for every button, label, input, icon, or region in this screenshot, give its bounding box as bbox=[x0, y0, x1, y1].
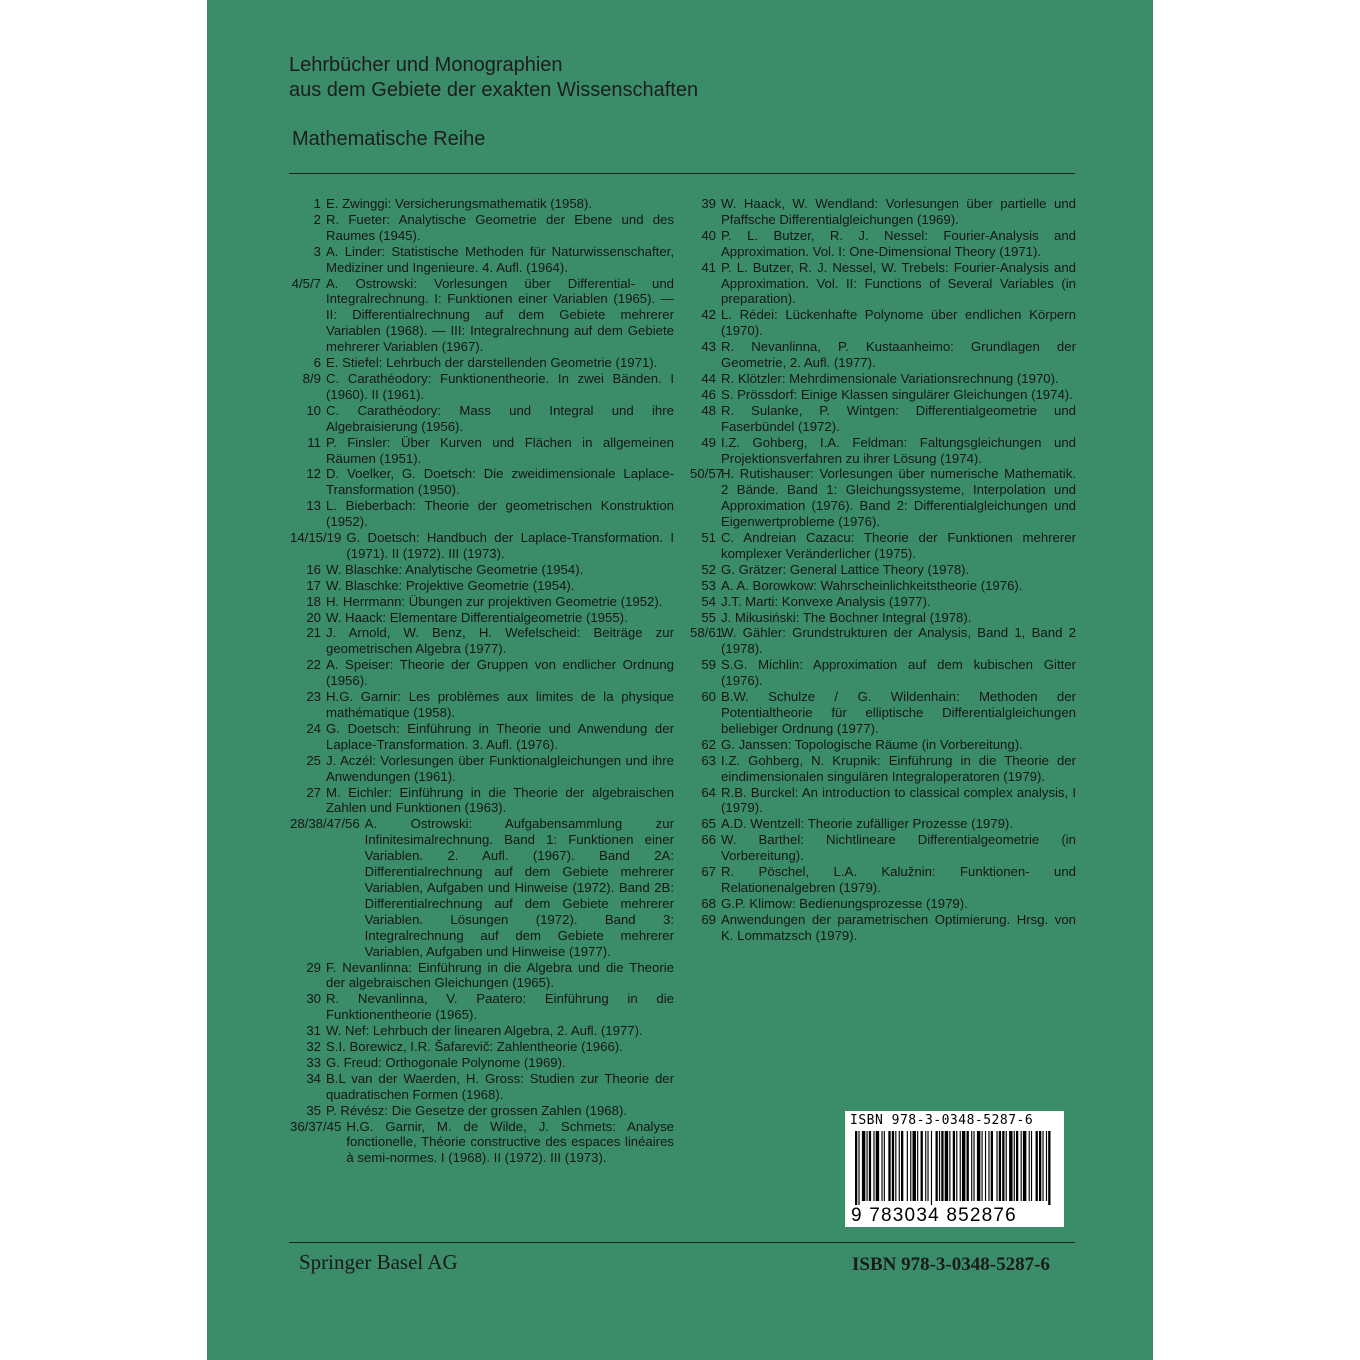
list-item-text: I.Z. Gohberg, N. Krupnik: Einführung in die Theorie der eindimensionalen singulären Integraloperatoren (1979). bbox=[721, 752, 1076, 784]
list-item-text: H.G. Garnir: Les problèmes aux limites de la physique mathématique (1958). bbox=[326, 689, 674, 720]
list-item bbox=[290, 371, 674, 403]
list-item-text: G. Doetsch: Einführung in Theorie und Anwendung der Laplace-Transformation. 3. Aufl. (1976). bbox=[326, 720, 674, 752]
list-item-number: 69 bbox=[701, 911, 716, 927]
list-item bbox=[290, 991, 674, 1023]
list-item bbox=[290, 657, 674, 689]
list-item-text: A. Speiser: Theorie der Gruppen von endlicher Ordnung (1956). bbox=[326, 657, 674, 689]
list-item-number: 11 bbox=[307, 434, 321, 450]
list-item-number: 67 bbox=[701, 864, 716, 880]
list-item-number: 20 bbox=[306, 609, 321, 625]
list-item bbox=[290, 1103, 674, 1119]
list-item-number: 36/37/45 bbox=[290, 1118, 342, 1134]
list-item-number: 48 bbox=[701, 402, 716, 418]
list-item-text: F. Nevanlinna: Einführung in die Algebra und die Theorie der algebraischen Gleichungen (1965). bbox=[326, 959, 674, 991]
list-item bbox=[290, 625, 674, 657]
list-item-text: J. Aczél: Vorlesungen über Funktionalgleichungen und ihre Anwendungen (1961). bbox=[326, 752, 674, 784]
list-item-number: 13 bbox=[306, 498, 321, 514]
list-item-number: 41 bbox=[701, 259, 716, 275]
list-item bbox=[290, 610, 674, 626]
list-item bbox=[290, 530, 674, 562]
list-item-text: A. A. Borowkow: Wahrscheinlichkeitstheorie (1976). bbox=[721, 577, 1023, 593]
list-item-number: 50/57 bbox=[690, 466, 724, 482]
list-item-number: 39 bbox=[701, 196, 716, 211]
list-item bbox=[690, 785, 1076, 817]
list-item-text: A. Linder: Statistische Methoden für Naturwissenschafter, Mediziner und Ingenieure. 4. Aufl. (1964). bbox=[326, 243, 674, 275]
list-item-number: 40 bbox=[701, 227, 716, 243]
list-item bbox=[290, 196, 674, 212]
list-item-number: 8/9 bbox=[302, 370, 321, 386]
list-item-number: 68 bbox=[701, 895, 716, 911]
list-item-number: 12 bbox=[306, 466, 321, 482]
list-item-text: P. L. Butzer, R. J. Nessel: Fourier-Analysis and Approximation. Vol. I: One-Dimensional Theory (1971). bbox=[721, 227, 1076, 259]
list-item bbox=[290, 785, 674, 817]
list-item-text: W. Nef: Lehrbuch der linearen Algebra, 2. Aufl. (1977). bbox=[326, 1023, 643, 1039]
list-item bbox=[690, 689, 1076, 737]
list-item bbox=[690, 530, 1076, 562]
list-item-number: 51 bbox=[701, 530, 716, 546]
barcode-bars bbox=[855, 1131, 1055, 1205]
list-item bbox=[290, 1055, 674, 1071]
list-item bbox=[690, 594, 1076, 610]
list-item-number: 28/38/47/56 bbox=[290, 816, 360, 832]
list-item-number: 21 bbox=[306, 625, 321, 641]
barcode-box bbox=[845, 1111, 1064, 1227]
list-item bbox=[290, 689, 674, 721]
list-item bbox=[690, 737, 1076, 753]
list-item-text: G. Freud: Orthogonale Polynome (1969). bbox=[326, 1054, 566, 1070]
list-item bbox=[290, 403, 674, 435]
list-item bbox=[290, 562, 674, 578]
list-item bbox=[690, 339, 1076, 371]
list-item bbox=[690, 578, 1076, 594]
bottom-rule bbox=[289, 1242, 1075, 1243]
list-item-text: C. Carathéodory: Mass und Integral und ihre Algebraisierung (1956). bbox=[326, 402, 674, 434]
list-item-number: 44 bbox=[701, 370, 716, 386]
list-item-text: L. Rédei: Lückenhafte Polynome über endlichen Körpern (1970). bbox=[721, 307, 1076, 339]
list-item-text: B.W. Schulze / G. Wildenhain: Methoden der Potentialtheorie für elliptische Differentialgleichungen beliebiger Ordnung (1977). bbox=[721, 689, 1076, 736]
list-item bbox=[690, 403, 1076, 435]
list-item bbox=[690, 610, 1076, 626]
list-item-number: 32 bbox=[306, 1039, 321, 1055]
list-item bbox=[290, 721, 674, 753]
list-item bbox=[290, 435, 674, 467]
list-item-number: 65 bbox=[701, 816, 716, 832]
list-item-number: 10 bbox=[306, 402, 321, 418]
list-item-number: 14/15/19 bbox=[290, 530, 342, 546]
list-item bbox=[290, 244, 674, 276]
right-column-list bbox=[690, 196, 1076, 944]
list-item-text: W. Haack: Elementare Differentialgeometrie (1955). bbox=[326, 609, 628, 625]
list-item-text: P. Finsler: Über Kurven und Flächen in allgemeinen Räumen (1951). bbox=[326, 434, 674, 466]
list-item bbox=[690, 896, 1076, 912]
list-item-number: 27 bbox=[306, 784, 321, 800]
list-item-text: W. Blaschke: Analytische Geometrie (1954). bbox=[326, 561, 584, 577]
list-item-text: H. Herrmann: Übungen zur projektiven Geometrie (1952). bbox=[326, 593, 663, 609]
list-item-text: J. Arnold, W. Benz, H. Wefelscheid: Beiträge zur geometrischen Algebra (1977). bbox=[326, 625, 674, 657]
list-item-text: R. Nevanlinna, V. Paatero: Einführung in die Funktionentheorie (1965). bbox=[326, 991, 674, 1023]
list-item-number: 52 bbox=[701, 561, 716, 577]
list-item bbox=[290, 960, 674, 992]
list-item-number: 54 bbox=[701, 593, 716, 609]
list-item-number: 22 bbox=[306, 657, 321, 673]
list-item bbox=[690, 625, 1076, 657]
list-item bbox=[690, 816, 1076, 832]
list-item bbox=[290, 753, 674, 785]
barcode-digits: 9 783034 852876 bbox=[851, 1205, 1017, 1226]
publisher-name: Springer Basel AG bbox=[299, 1250, 458, 1274]
list-item-text: G.P. Klimow: Bedienungsprozesse (1979). bbox=[721, 895, 968, 911]
list-item-text: Anwendungen der parametrischen Optimierung. Hrsg. von K. Lommatzsch (1979). bbox=[721, 911, 1076, 943]
list-item-text: E. Zwinggi: Versicherungsmathematik (1958). bbox=[326, 196, 593, 211]
list-item bbox=[290, 276, 674, 356]
list-item-text: G. Doetsch: Handbuch der Laplace-Transformation. I (1971). II (1972). III (1973). bbox=[346, 530, 674, 561]
list-item bbox=[690, 912, 1076, 944]
list-item-number: 3 bbox=[313, 243, 321, 259]
list-item-number: 63 bbox=[701, 752, 716, 768]
list-item-text: E. Stiefel: Lehrbuch der darstellenden Geometrie (1971). bbox=[326, 355, 658, 371]
list-item bbox=[690, 387, 1076, 403]
series-title-line-1: Lehrbücher und Monographien bbox=[289, 54, 563, 76]
list-item-text: S.G. Michlin: Approximation auf dem kubischen Gitter (1976). bbox=[721, 657, 1076, 689]
list-item-number: 60 bbox=[701, 689, 716, 705]
list-item bbox=[690, 562, 1076, 578]
list-item-text: R. Sulanke, P. Wintgen: Differentialgeometrie und Faserbündel (1972). bbox=[721, 402, 1076, 434]
list-item bbox=[690, 371, 1076, 387]
list-item bbox=[290, 594, 674, 610]
list-item-number: 33 bbox=[306, 1054, 321, 1070]
list-item bbox=[690, 864, 1076, 896]
list-item-text: M. Eichler: Einführung in die Theorie der algebraischen Zahlen und Funktionen (1963). bbox=[326, 784, 674, 816]
list-item-number: 34 bbox=[306, 1070, 321, 1086]
list-item bbox=[690, 466, 1076, 530]
list-item-number: 4/5/7 bbox=[291, 275, 321, 291]
list-item bbox=[290, 578, 674, 594]
subseries-title: Mathematische Reihe bbox=[292, 128, 486, 150]
list-item bbox=[690, 753, 1076, 785]
list-item-text: R.B. Burckel: An introduction to classical complex analysis, I (1979). bbox=[721, 784, 1076, 816]
list-item-number: 46 bbox=[701, 386, 716, 402]
series-title bbox=[289, 53, 698, 103]
list-item-text: W. Gähler: Grundstrukturen der Analysis, Band 1, Band 2 (1978). bbox=[721, 625, 1076, 657]
list-item-number: 62 bbox=[701, 736, 716, 752]
list-item-number: 30 bbox=[306, 991, 321, 1007]
top-rule bbox=[289, 173, 1075, 174]
list-item-number: 59 bbox=[701, 657, 716, 673]
list-item-number: 31 bbox=[306, 1023, 321, 1039]
list-item-text: R. Fueter: Analytische Geometrie der Ebene und des Raumes (1945). bbox=[326, 211, 674, 243]
series-title-line-2: aus dem Gebiete der exakten Wissenschaften bbox=[289, 79, 699, 101]
list-item-number: 1 bbox=[313, 196, 321, 211]
list-item bbox=[690, 307, 1076, 339]
list-item-text: W. Blaschke: Projektive Geometrie (1954). bbox=[326, 577, 575, 593]
list-item-number: 18 bbox=[306, 593, 321, 609]
list-item-number: 66 bbox=[701, 832, 716, 848]
list-item bbox=[690, 657, 1076, 689]
list-item bbox=[690, 435, 1076, 467]
list-item bbox=[290, 212, 674, 244]
list-item bbox=[290, 1039, 674, 1055]
list-item-number: 17 bbox=[306, 577, 321, 593]
list-item-text: C. Carathéodory: Funktionentheorie. In zwei Bänden. I (1960). II (1961). bbox=[326, 370, 674, 402]
list-item-text: D. Voelker, G. Doetsch: Die zweidimensionale Laplace-Transformation (1950). bbox=[326, 466, 674, 498]
list-item bbox=[690, 228, 1076, 260]
list-item-text: J.T. Marti: Konvexe Analysis (1977). bbox=[721, 593, 931, 609]
list-item bbox=[290, 1071, 674, 1103]
list-item-text: A. Ostrowski: Aufgabensammlung zur Infinitesimalrechnung. Band 1: Funktionen einer Variablen. 2. Aufl. (1967). Band 2A: Differentialrechnung auf dem Gebiete mehrerer Variablen, Aufgaben und Hinweise (1972). Band 2B: Differentialrechnung auf dem Gebiete mehrerer Variablen. Lösungen (1972). Band 3: Integralrechnung auf dem Gebiete mehrerer Variablen, Aufgaben und Hinweise (1977). bbox=[364, 816, 674, 959]
list-item-text: I.Z. Gohberg, I.A. Feldman: Faltungsgleichungen und Projektionsverfahren zu ihrer Lösung (1974). bbox=[721, 434, 1076, 466]
list-item bbox=[290, 355, 674, 371]
list-item-number: 6 bbox=[313, 355, 321, 371]
barcode-isbn-label: ISBN 978-3-0348-5287-6 bbox=[850, 1113, 1034, 1128]
list-item bbox=[690, 260, 1076, 308]
list-item-text: P. Révész: Die Gesetze der grossen Zahlen (1968). bbox=[326, 1102, 628, 1118]
list-item bbox=[290, 466, 674, 498]
list-item-number: 35 bbox=[306, 1102, 321, 1118]
list-item-text: R. Pöschel, L.A. Kalužnin: Funktionen- und Relationenalgebren (1979). bbox=[721, 864, 1076, 895]
list-item-text: R. Nevanlinna, P. Kustaanheimo: Grundlagen der Geometrie, 2. Aufl. (1977). bbox=[721, 339, 1076, 371]
footer-isbn: ISBN 978-3-0348-5287-6 bbox=[852, 1254, 1050, 1275]
list-item-number: 64 bbox=[701, 784, 716, 800]
list-item-text: R. Klötzler: Mehrdimensionale Variationsrechnung (1970). bbox=[721, 370, 1059, 386]
list-item-text: C. Andreian Cazacu: Theorie der Funktionen mehrerer komplexer Veränderlicher (1975). bbox=[721, 530, 1076, 561]
list-item-number: 49 bbox=[701, 434, 716, 450]
list-item-text: B.L van der Waerden, H. Gross: Studien zur Theorie der quadratischen Formen (1968). bbox=[326, 1070, 674, 1102]
list-item-text: G. Grätzer: General Lattice Theory (1978). bbox=[721, 561, 970, 577]
list-item-text: W. Barthel: Nichtlineare Differentialgeometrie (in Vorbereitung). bbox=[721, 832, 1076, 864]
list-item-text: S.I. Borewicz, I.R. Šafarevič: Zahlentheorie (1966). bbox=[326, 1039, 623, 1055]
list-item-text: P. L. Butzer, R. J. Nessel, W. Trebels: Fourier-Analysis and Approximation. Vol. II: Functions of Several Variables (in preparation). bbox=[721, 259, 1076, 307]
list-item-text: A. Ostrowski: Vorlesungen über Differential- und Integralrechnung. I: Funktionen einer Variablen (1965). — II: Differentialrechnung auf dem Gebiete mehrerer Variablen (1968). — III: Integralrechnung auf dem Gebiete mehrerer Variablen (1967). bbox=[326, 275, 674, 355]
left-column-list bbox=[290, 196, 674, 1166]
list-item-text: H.G. Garnir, M. de Wilde, J. Schmets: Analyse fonctionelle, Théorie constructive des espaces linéaires à semi-normes. I (1968). II (1972). III (1973). bbox=[346, 1118, 674, 1166]
list-item-number: 42 bbox=[701, 307, 716, 323]
list-item-number: 2 bbox=[313, 211, 321, 227]
list-item-number: 53 bbox=[701, 577, 716, 593]
list-item-number: 25 bbox=[306, 752, 321, 768]
list-item bbox=[290, 498, 674, 530]
list-item-number: 23 bbox=[306, 689, 321, 705]
list-item-text: W. Haack, W. Wendland: Vorlesungen über partielle und Pfaffsche Differentialgleichungen (1969). bbox=[721, 196, 1076, 227]
list-item-text: L. Bieberbach: Theorie der geometrischen Konstruktion (1952). bbox=[326, 498, 674, 530]
list-item-text: H. Rutishauser: Vorlesungen über numerische Mathematik. 2 Bände. Band 1: Gleichungssysteme, Interpolation und Approximation (1976). Band 2: Differentialgleichungen und Eigenwertprobleme (1976). bbox=[721, 466, 1076, 530]
list-item bbox=[290, 1119, 674, 1167]
list-item-text: S. Prössdorf: Einige Klassen singulärer Gleichungen (1974). bbox=[721, 386, 1073, 402]
list-item-text: A.D. Wentzell: Theorie zufälliger Prozesse (1979). bbox=[721, 816, 1013, 832]
list-item-number: 55 bbox=[701, 609, 716, 625]
list-item-number: 24 bbox=[306, 720, 321, 736]
list-item bbox=[290, 1023, 674, 1039]
list-item-number: 29 bbox=[306, 959, 321, 975]
list-item-number: 43 bbox=[701, 339, 716, 355]
list-item-number: 58/61 bbox=[690, 625, 724, 641]
list-item-text: G. Janssen: Topologische Räume (in Vorbereitung). bbox=[721, 736, 1023, 752]
list-item bbox=[690, 196, 1076, 228]
list-item bbox=[690, 832, 1076, 864]
list-item bbox=[290, 816, 674, 959]
list-item-text: J. Mikusiński: The Bochner Integral (1978). bbox=[721, 609, 972, 625]
list-item-number: 16 bbox=[306, 561, 321, 577]
